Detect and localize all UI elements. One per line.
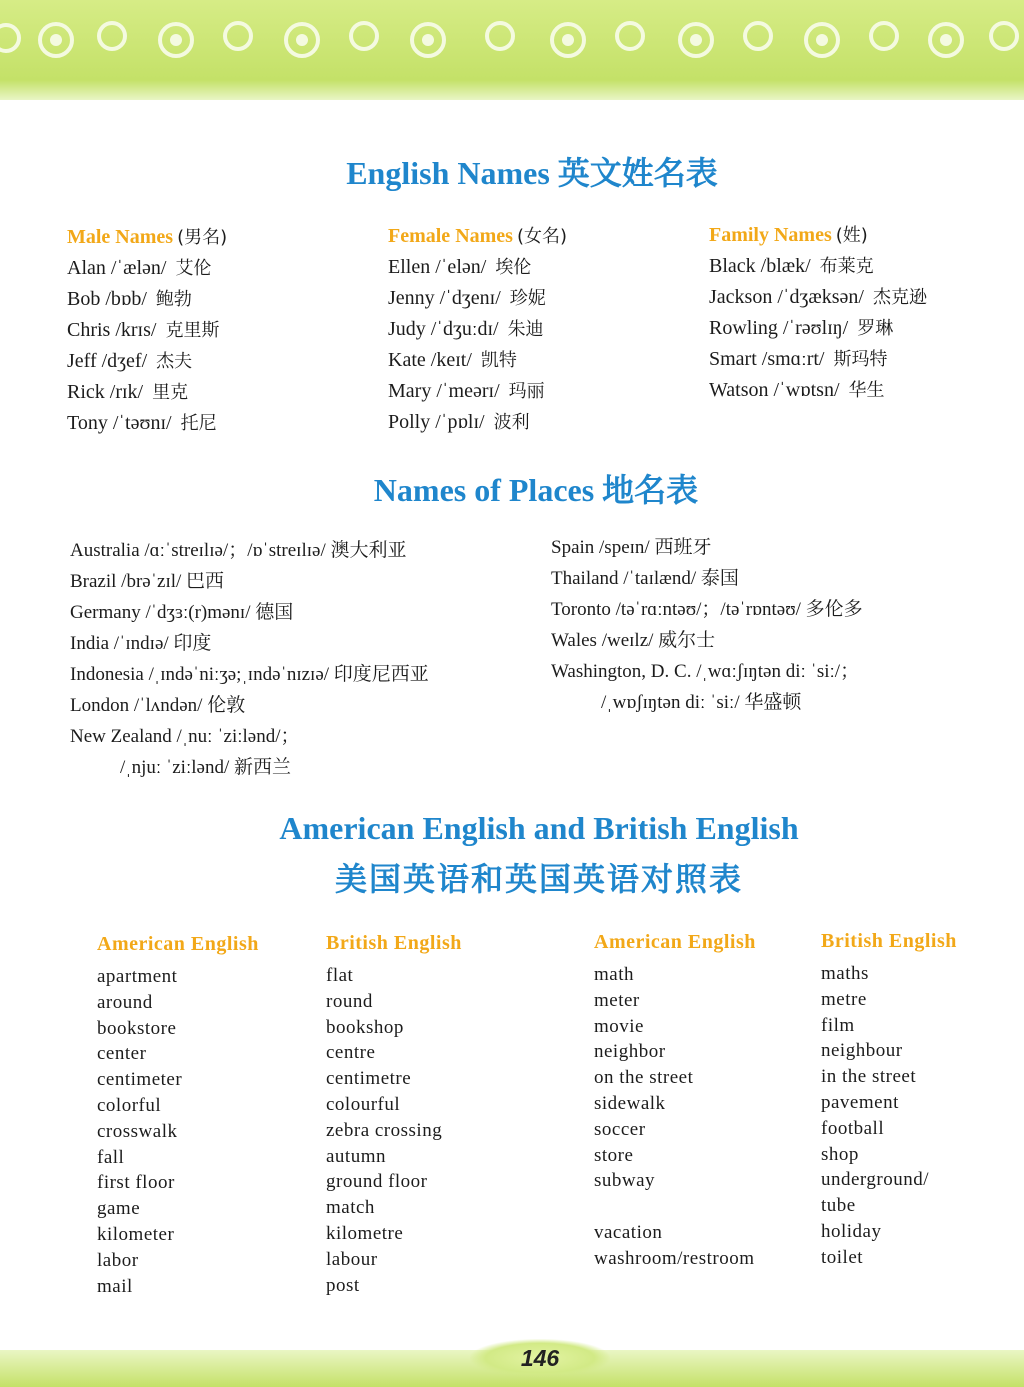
word-entry: maths (821, 963, 869, 984)
place-entry: Germany /ˈdʒɜː(r)mənɪ/ 德国 (70, 602, 294, 623)
top-decorative-band (0, 0, 1024, 100)
place-entry: Australia /ɑːˈstreɪlɪə/；/ɒˈstreɪlɪə/ 澳大利亚 (70, 540, 407, 561)
name-entry: Rick /rɪk/ 里克 (67, 381, 189, 403)
place-entry: New Zealand /ˌnuː ˈziːlənd/； (70, 726, 300, 747)
word-entry: math (594, 964, 634, 985)
word-entry: centimeter (97, 1069, 183, 1091)
word-entry: match (326, 1197, 375, 1219)
word-entry: colourful (326, 1093, 401, 1115)
word-entry: labour (326, 1248, 378, 1270)
family-names-heading (709, 220, 927, 251)
name-entry: Mary /ˈmeərɪ/ 玛丽 (388, 380, 545, 402)
word-entry: round (326, 990, 373, 1012)
place-entry: London /ˈlʌndən/ 伦敦 (70, 695, 246, 716)
left-british-column (326, 929, 462, 1298)
word-entry: zebra crossing (326, 1119, 443, 1141)
word-entry: sidewalk (594, 1092, 666, 1114)
places-left-column (70, 535, 429, 783)
place-entry: Brazil /brəˈzɪl/ 巴西 (70, 571, 225, 592)
word-entry: on the street (594, 1067, 694, 1089)
word-entry: vacation (594, 1221, 663, 1243)
name-entry: Ellen /ˈelən/ 埃伦 (388, 256, 532, 278)
word-entry: kilometre (326, 1222, 404, 1244)
name-entry: Polly /ˈpɒlɪ/ 波利 (388, 411, 530, 433)
word-entry: neighbor (594, 1041, 666, 1063)
word-entry: around (97, 991, 153, 1013)
name-entry: Tony /ˈtəʊnɪ/ 托尼 (67, 412, 217, 434)
word-entry: flat (326, 965, 354, 986)
name-entry: Jeff /dʒef/ 杰夫 (67, 350, 193, 372)
place-entry: India /ˈɪndɪə/ 印度 (70, 633, 212, 654)
places-title: Names of Places 地名表 (373, 472, 699, 508)
name-entry: Watson /ˈwɒtsn/ 华生 (709, 379, 885, 401)
female-names-column (388, 221, 567, 438)
american-british-title-zh: 美国英语和英国英语对照表 (334, 860, 743, 898)
word-entry: underground/ (821, 1169, 930, 1191)
word-entry: store (594, 1144, 634, 1166)
place-entry: Spain /speɪn/ 西班牙 (551, 537, 712, 558)
female-names-heading-zh: (女名) (516, 226, 567, 247)
word-entry: metre (821, 988, 867, 1010)
word-entry: centre (326, 1042, 376, 1064)
name-entry: Bob /bɒb/ 鲍勃 (67, 288, 192, 310)
british-english-heading: British English (821, 930, 957, 952)
place-entry: Thailand /ˈtaɪlænd/ 泰国 (551, 568, 739, 589)
word-entry (594, 1194, 756, 1220)
word-entry: crosswalk (97, 1120, 178, 1142)
word-entry: ground floor (326, 1171, 428, 1193)
english-names-title: English Names 英文姓名表 (346, 155, 718, 191)
word-entry: apartment (97, 966, 178, 987)
family-names-heading-en: Family Names (709, 224, 832, 246)
name-entry: Alan /ˈælən/ 艾伦 (67, 257, 212, 279)
word-entry: fall (97, 1146, 125, 1168)
places-right-column (551, 532, 863, 718)
family-names-heading-zh: (姓) (835, 225, 868, 246)
word-entry: toilet (821, 1246, 864, 1268)
name-entry: Jenny /ˈdʒenɪ/ 珍妮 (388, 287, 546, 309)
word-entry: shop (821, 1143, 859, 1165)
american-english-heading: American English (97, 933, 259, 955)
female-names-heading-en: Female Names (388, 225, 513, 247)
word-entry: football (821, 1117, 885, 1139)
word-entry: center (97, 1043, 147, 1065)
word-entry: post (326, 1274, 360, 1296)
place-entry: Indonesia /ˌɪndəˈniːʒə;ˌɪndəˈnɪzɪə/ 印度尼西亚 (70, 664, 429, 685)
word-entry: pavement (821, 1091, 899, 1113)
word-entry: game (97, 1198, 141, 1220)
word-entry: mail (97, 1275, 133, 1297)
american-british-title: American English and British English (279, 810, 799, 846)
place-entry-continued: /ˌwɒʃɪŋtən diː ˈsiː/ 华盛顿 (601, 692, 802, 713)
word-entry: bookstore (97, 1017, 177, 1039)
male-names-column (67, 222, 227, 439)
name-entry: Kate /keɪt/ 凯特 (388, 349, 517, 371)
word-entry: meter (594, 989, 640, 1011)
word-entry: labor (97, 1249, 139, 1271)
word-entry: bookshop (326, 1016, 404, 1038)
name-entry: Rowling /ˈrəʊlɪŋ/ 罗琳 (709, 317, 894, 339)
place-entry-continued: /ˌnjuː ˈziːlənd/ 新西兰 (120, 757, 291, 778)
female-names-heading (388, 221, 567, 252)
word-entry: film (821, 1014, 855, 1036)
word-entry: soccer (594, 1118, 646, 1140)
family-names-column (709, 220, 927, 406)
male-names-heading-zh: (男名) (177, 227, 228, 248)
place-entry: Washington, D. C. /ˌwɑːʃɪŋtən diː ˈsiː/； (551, 661, 860, 682)
left-american-column (97, 930, 259, 1299)
word-entry: neighbour (821, 1040, 903, 1062)
name-entry: Chris /krɪs/ 克里斯 (67, 319, 220, 341)
british-english-heading: British English (326, 932, 462, 954)
word-entry: tube (821, 1195, 856, 1217)
name-entry: Jackson /ˈdʒæksən/ 杰克逊 (709, 286, 927, 308)
word-entry: centimetre (326, 1068, 412, 1090)
male-names-heading (67, 222, 227, 253)
place-entry: Toronto /təˈrɑːntəʊ/；/təˈrɒntəʊ/ 多伦多 (551, 599, 863, 620)
male-names-heading-en: Male Names (67, 226, 174, 248)
word-entry: kilometer (97, 1223, 175, 1245)
name-entry: Judy /ˈdʒuːdɪ/ 朱迪 (388, 318, 544, 340)
name-entry: Black /blæk/ 布莱克 (709, 255, 874, 277)
word-entry: in the street (821, 1066, 917, 1088)
american-english-heading: American English (594, 931, 756, 953)
place-entry: Wales /weɪlz/ 威尔士 (551, 630, 716, 651)
word-entry: holiday (821, 1220, 882, 1242)
right-british-column (821, 927, 957, 1271)
word-entry: movie (594, 1015, 644, 1037)
word-entry: washroom/restroom (594, 1247, 755, 1269)
word-entry: first floor (97, 1172, 175, 1194)
page-number: 146 (470, 1339, 610, 1377)
name-entry: Smart /smɑːrt/ 斯玛特 (709, 348, 888, 370)
right-american-column (594, 928, 756, 1272)
word-entry: colorful (97, 1094, 162, 1116)
word-entry: subway (594, 1170, 656, 1192)
word-entry: autumn (326, 1145, 386, 1167)
decorative-circles (0, 0, 1024, 80)
